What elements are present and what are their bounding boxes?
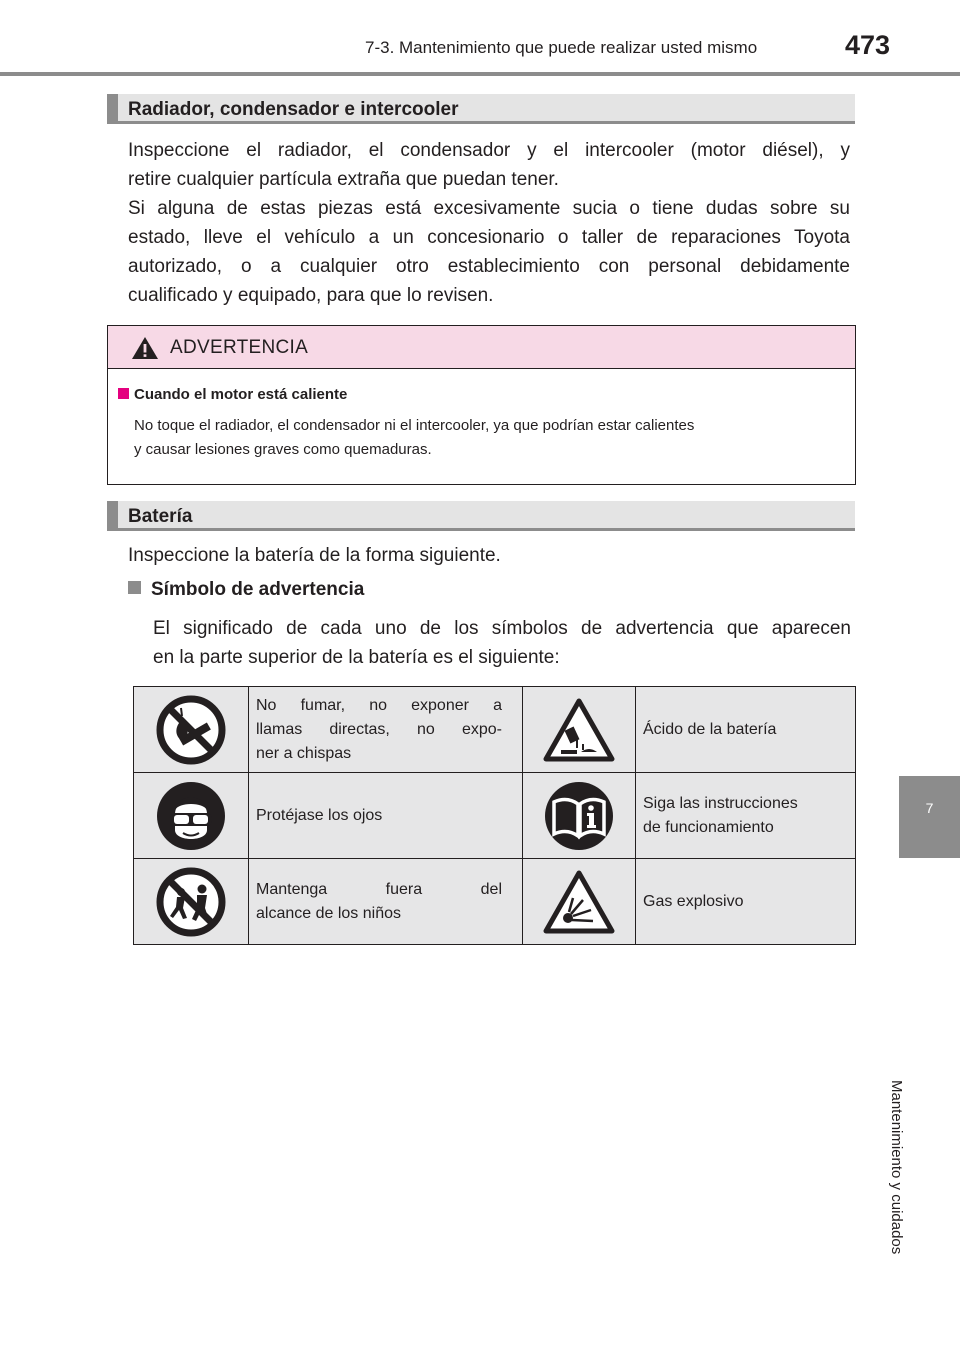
battery-acid-icon — [543, 698, 615, 762]
paragraph-line: retire cualquier partícula extraña que puedan tener. — [128, 169, 559, 190]
warning-symbols-table — [133, 686, 856, 945]
symbol-text-cell — [636, 859, 856, 945]
read-instructions-icon — [543, 780, 615, 852]
symbol-cell — [523, 687, 636, 773]
explosive-gas-icon — [543, 870, 615, 934]
warning-line: No toque el radiador, el condensador ni el intercooler, ya que podrían estar calientes — [134, 417, 695, 434]
symbol-text: de funcionamiento — [643, 818, 774, 836]
paragraph-line: cualificado y equipado, para que lo revisen. — [128, 285, 494, 306]
table-row — [134, 773, 856, 859]
header-divider — [0, 72, 960, 76]
table-row — [134, 687, 856, 773]
section-heading-radiator — [107, 94, 855, 124]
symbol-cell — [523, 773, 636, 859]
symbol-heading-text: Símbolo de advertencia — [151, 579, 365, 600]
symbol-heading — [128, 579, 364, 601]
warning-box — [107, 325, 856, 485]
symbol-text: llamas directas, no expo- — [256, 720, 502, 738]
symbol-text-cell — [249, 687, 523, 773]
symbol-text-cell — [636, 773, 856, 859]
symbol-cell — [134, 859, 249, 945]
no-smoking-flame-spark-icon — [155, 694, 227, 766]
section-title: Batería — [128, 506, 193, 527]
symbol-description — [153, 614, 851, 672]
symbol-text: Mantenga fuera del — [256, 880, 502, 898]
paragraph-line: autorizado, o a cualquier otro establecimiento con personal debidamente — [128, 256, 850, 277]
table-row — [134, 859, 856, 945]
paragraph-line: El significado de cada uno de los símbolos de advertencia que aparecen — [153, 618, 851, 639]
chapter-label: Mantenimiento y cuidados — [888, 1080, 905, 1255]
paragraph-line: Inspeccione el radiador, el condensador y el intercooler (motor diésel), y — [128, 140, 850, 161]
battery-intro: Inspeccione la batería de la forma siguiente. — [128, 545, 501, 566]
warning-title: ADVERTENCIA — [170, 337, 309, 358]
square-bullet-icon — [128, 581, 141, 594]
symbol-text: Gas explosivo — [643, 892, 744, 910]
chapter-tab — [899, 776, 960, 858]
symbol-cell — [523, 859, 636, 945]
symbol-text: alcance de los niños — [256, 904, 401, 922]
symbol-text-cell — [636, 687, 856, 773]
paragraph-line: Si alguna de estas piezas está excesivamente sucia o tiene dudas sobre su — [128, 198, 850, 219]
paragraph-line: estado, lleve el vehículo a un concesionario o taller de reparaciones Toyota — [128, 227, 850, 248]
running-header: 7-3. Mantenimiento que puede realizar usted mismo — [365, 38, 758, 57]
paragraph-line: en la parte superior de la batería es el siguiente: — [153, 647, 560, 668]
symbol-text-cell — [249, 859, 523, 945]
symbol-text: No fumar, no exponer a — [256, 696, 502, 714]
symbol-cell — [134, 773, 249, 859]
radiator-paragraph — [128, 136, 850, 310]
square-bullet-icon — [118, 388, 129, 399]
warning-line: y causar lesiones graves como quemaduras. — [134, 441, 432, 458]
symbol-text-cell — [249, 773, 523, 859]
symbol-text: Siga las instrucciones — [643, 794, 798, 812]
symbol-cell — [134, 687, 249, 773]
symbol-text: Ácido de la batería — [643, 720, 777, 738]
section-title: Radiador, condensador e intercooler — [128, 99, 459, 120]
warning-subtitle — [118, 386, 347, 403]
page-number: 473 — [845, 30, 891, 60]
eye-protection-icon — [155, 780, 227, 852]
section-heading-battery — [107, 501, 855, 531]
warning-subtitle-text: Cuando el motor está caliente — [134, 386, 348, 403]
warning-header — [108, 326, 855, 369]
symbol-text: Protéjase los ojos — [256, 806, 383, 824]
symbol-text: ner a chispas — [256, 744, 352, 762]
keep-away-children-icon — [155, 866, 227, 938]
warning-text — [134, 414, 844, 462]
warning-triangle-icon — [131, 336, 159, 360]
chapter-number: 7 — [925, 800, 934, 816]
